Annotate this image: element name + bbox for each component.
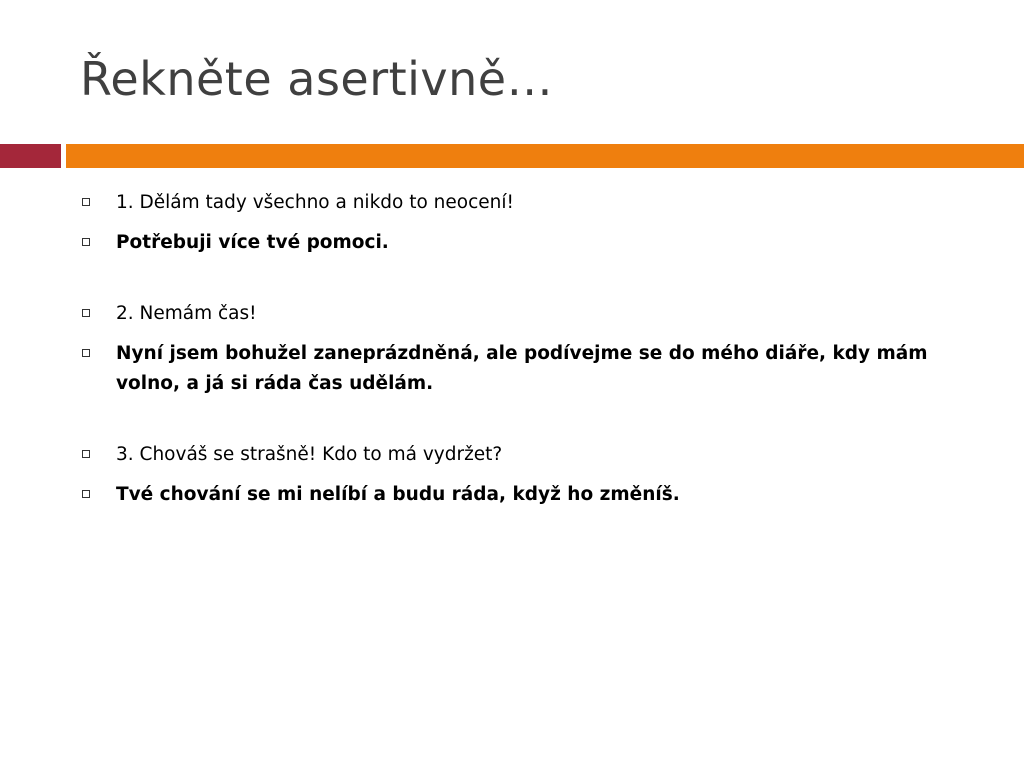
square-bullet-icon (82, 198, 90, 206)
bullet-text: 1. Dělám tady všechno a nikdo to neocení! (116, 192, 514, 213)
bullet-item-5 (80, 440, 980, 470)
square-bullet-icon (82, 309, 90, 317)
bullet-text: Potřebuji více tvé pomoci. (116, 232, 389, 253)
bullet-text: Nyní jsem bohužel zaneprázdněná, ale podívejme se do mého diáře, kdy mám volno, a já si ráda čas udělám. (116, 343, 928, 394)
bullet-list (80, 188, 980, 520)
bullet-item-1 (80, 188, 980, 218)
slide-title: Řekněte asertivně… (80, 52, 554, 106)
bullet-item-3 (80, 299, 980, 329)
accent-bar-orange (66, 144, 1024, 168)
bullet-text: 2. Nemám čas! (116, 303, 257, 324)
bullet-item-2 (80, 228, 980, 258)
square-bullet-icon (82, 450, 90, 458)
accent-bar-red (0, 144, 61, 168)
bullet-text: 3. Chováš se strašně! Kdo to má vydržet? (116, 444, 503, 465)
square-bullet-icon (82, 490, 90, 498)
square-bullet-icon (82, 238, 90, 246)
bullet-item-4 (80, 339, 980, 399)
bullet-text: Tvé chování se mi nelíbí a budu ráda, když ho změníš. (116, 484, 680, 505)
bullet-item-6 (80, 480, 980, 510)
square-bullet-icon (82, 349, 90, 357)
